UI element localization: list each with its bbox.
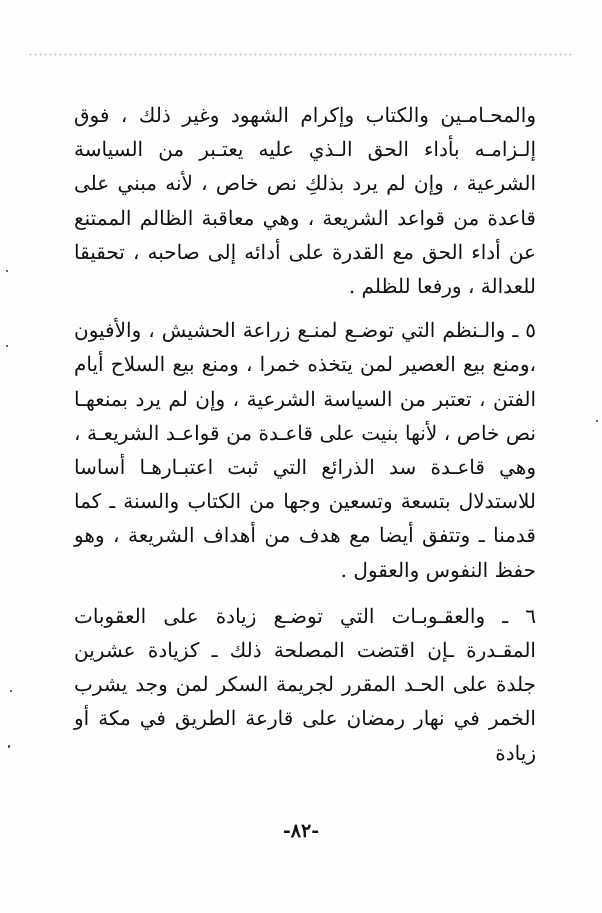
paragraph-1: والمحـامـين والكتاب وإكرام الشهود وغير ذلك ، فوق إلـزامـه بأداء الحق الـذي عليه يعتـبر من السياسة الشرعية ، وإن لم يرد بذلكِ نص خاص ، لأنه مبني على قاعدة من قواعد الشريعة ، وهي معاقبة الظالم الممتنع عن أداء الحق مع القدرة على أدائه إلى صاحبه ، تحقيقا للعدالة ، ورفعا للظلم . bbox=[74, 103, 536, 299]
scan-speck bbox=[6, 270, 8, 272]
scan-speck bbox=[596, 420, 598, 422]
paragraph-2: ٥ ـ والـنظم التي توضـع لمنـع زراعة الحشيش ، والأفيون ،ومنع بيع العصير لمن يتخذه خمرا ، ومنع بيع السلاح أيام الفتن ، تعتبر من السياسة الشرعية ، وإن لم يرد بمنعهـا نص خاص ، لأنها بنيت على قاعـدة من قواعـد الشريعـة ، وهي قاعـدة سد الذرائع التي ثبت اعتبـارهـا أساسا للاستدلال بتسعة وتسعين وجها من الكتاب والسنة ـ كما قدمنا ـ وتتفق أيضا مع هدف من أهداف الشريعة ، وهو حفظ النفوس والعقول . bbox=[74, 318, 536, 582]
paragraph-3: ٦ ـ والعقـوبـات التي توضـع زيادة على العقوبات المقـدرة ـإن اقتضت المصلحة ذلك ـ كزيادة عشرين جلدة على الحـد المقرر لجريمة السكر لمن وجد يشرب الخمر في نهار رمضان على قارعة الطريق في مكة أو زيادة bbox=[74, 603, 536, 765]
scan-speck bbox=[8, 745, 10, 748]
header-rule bbox=[28, 52, 574, 58]
scan-speck bbox=[10, 690, 12, 692]
page-number: -٨٢- bbox=[282, 820, 320, 842]
scan-speck bbox=[6, 345, 8, 347]
body-text bbox=[74, 98, 536, 770]
